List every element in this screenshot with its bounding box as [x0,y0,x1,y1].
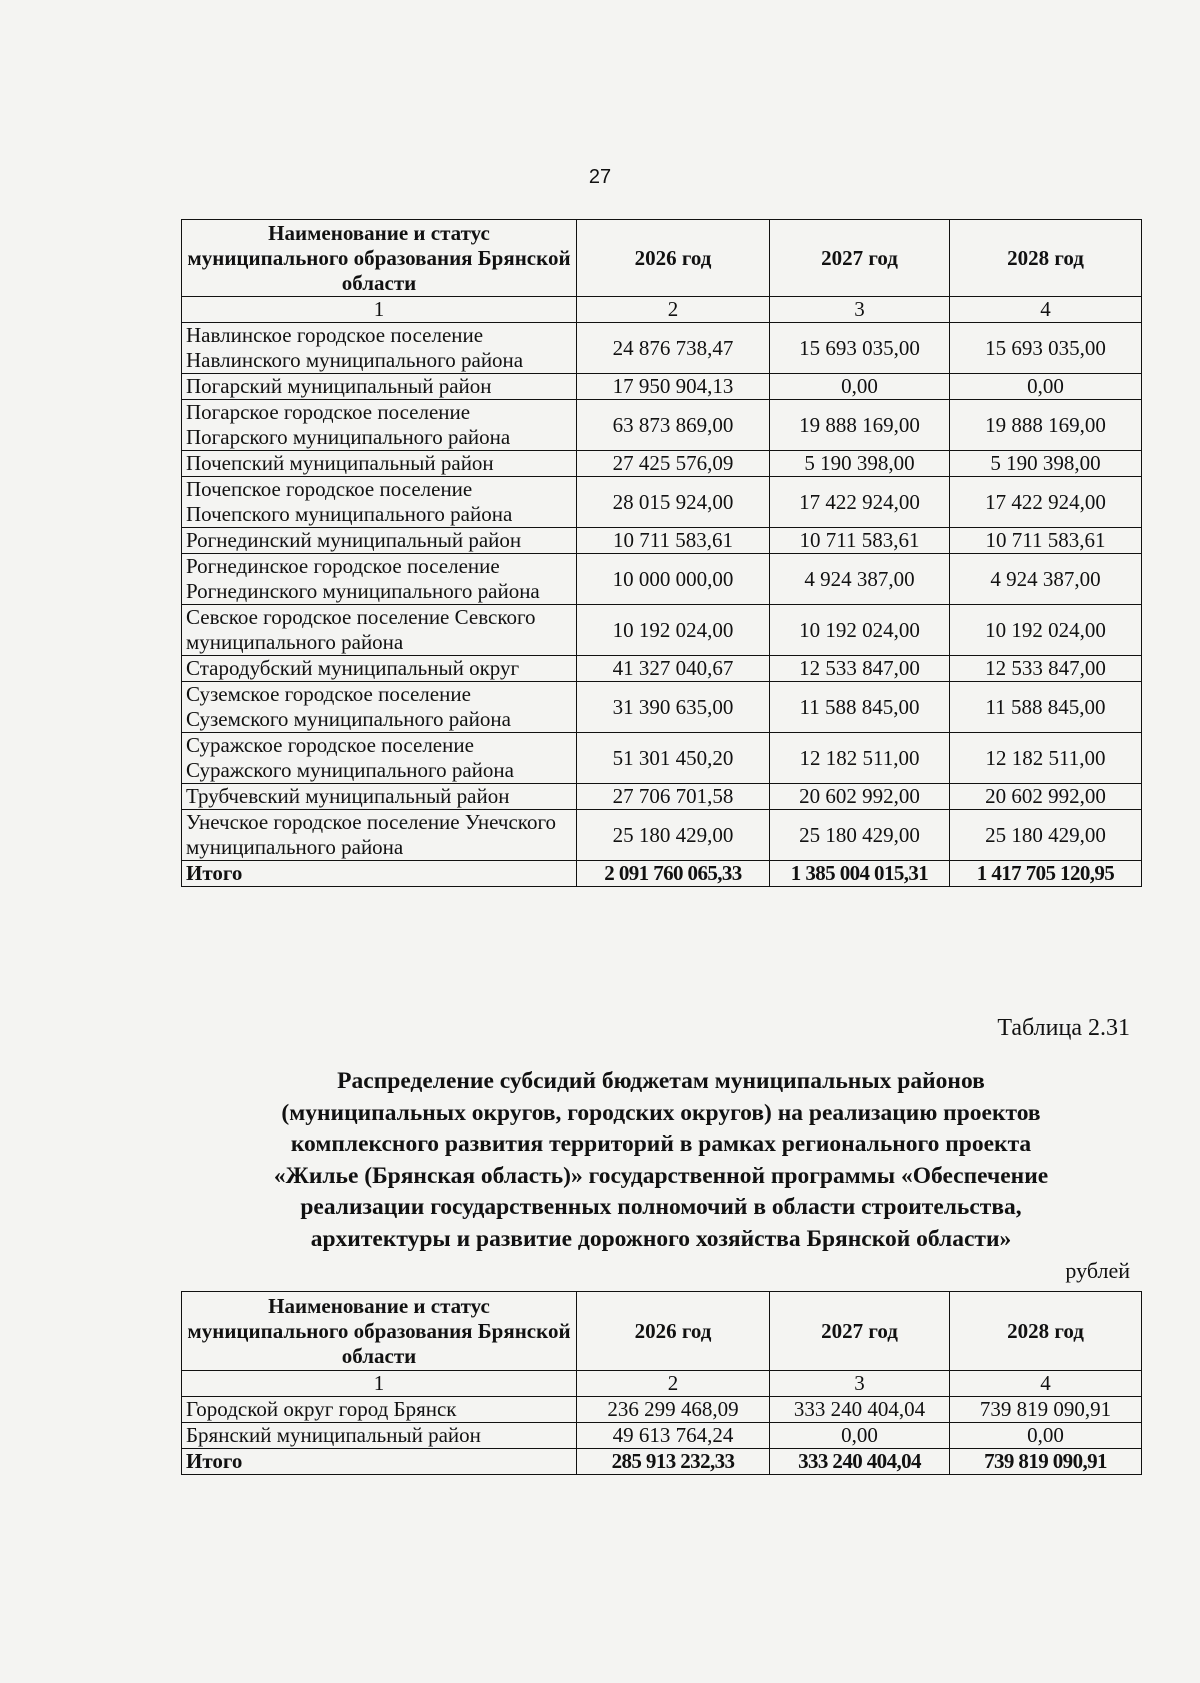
table-row [182,1397,1142,1423]
total-2027: 333 240 404,04 [770,1449,950,1475]
table-row [182,528,1142,554]
value-2026: 51 301 450,20 [577,733,770,784]
column-index: 1 [182,1371,577,1397]
total-label: Итого [182,861,577,887]
value-2026: 24 876 738,47 [577,323,770,374]
table-row [182,400,1142,451]
table-header-row [182,1292,1142,1371]
table-number-label: Таблица 2.31 [997,1015,1130,1041]
page-number: 27 [588,166,612,188]
table-row [182,656,1142,682]
value-2028: 739 819 090,91 [950,1397,1142,1423]
header-2028: 2028 год [950,220,1142,297]
table-row [182,605,1142,656]
value-2027: 333 240 404,04 [770,1397,950,1423]
table-title [181,1066,1141,1255]
header-municipality: Наименование и статус муниципального образования Брянской области [182,220,577,297]
value-2026: 27 706 701,58 [577,784,770,810]
total-2028: 1 417 705 120,95 [950,861,1142,887]
column-index: 4 [950,297,1142,323]
table-row [182,477,1142,528]
value-2027: 15 693 035,00 [770,323,950,374]
value-2028: 19 888 169,00 [950,400,1142,451]
value-2028: 11 588 845,00 [950,682,1142,733]
value-2028: 20 602 992,00 [950,784,1142,810]
table-body [182,323,1142,861]
value-2027: 11 588 845,00 [770,682,950,733]
municipality-name: Унечское городское поселение Унечского муниципального района [182,810,577,861]
column-index: 3 [770,1371,950,1397]
value-2028: 5 190 398,00 [950,451,1142,477]
column-index: 2 [577,1371,770,1397]
title-line: реализации государственных полномочий в области строительства, [300,1194,1022,1220]
municipality-name: Суземское городское поселение Суземского муниципального района [182,682,577,733]
value-2027: 25 180 429,00 [770,810,950,861]
municipality-name: Суражское городское поселение Суражского муниципального района [182,733,577,784]
value-2028: 17 422 924,00 [950,477,1142,528]
value-2026: 25 180 429,00 [577,810,770,861]
total-2027: 1 385 004 015,31 [770,861,950,887]
table-row [182,784,1142,810]
header-2026: 2026 год [577,220,770,297]
municipality-name: Севское городское поселение Севского муниципального района [182,605,577,656]
value-2026: 10 000 000,00 [577,554,770,605]
municipality-name: Стародубский муниципальный округ [182,656,577,682]
value-2026: 63 873 869,00 [577,400,770,451]
value-2028: 0,00 [950,1423,1142,1449]
units-label: рублей [1065,1258,1130,1283]
column-index: 1 [182,297,577,323]
table-row [182,733,1142,784]
municipality-name: Почепский муниципальный район [182,451,577,477]
header-municipality: Наименование и статус муниципального образования Брянской области [182,1292,577,1371]
value-2026: 236 299 468,09 [577,1397,770,1423]
value-2026: 28 015 924,00 [577,477,770,528]
value-2027: 10 192 024,00 [770,605,950,656]
column-index-row [182,1371,1142,1397]
value-2028: 12 182 511,00 [950,733,1142,784]
value-2027: 17 422 924,00 [770,477,950,528]
table-row [182,1423,1142,1449]
value-2027: 4 924 387,00 [770,554,950,605]
value-2028: 0,00 [950,374,1142,400]
table-header-row [182,220,1142,297]
title-line: комплексного развития территорий в рамках регионального проекта [290,1131,1032,1157]
header-2027: 2027 год [770,1292,950,1371]
value-2027: 0,00 [770,374,950,400]
value-2028: 15 693 035,00 [950,323,1142,374]
value-2026: 41 327 040,67 [577,656,770,682]
title-line: Распределение субсидий бюджетам муниципальных районов [337,1068,985,1094]
value-2026: 31 390 635,00 [577,682,770,733]
value-2027: 12 182 511,00 [770,733,950,784]
municipality-name: Брянский муниципальный район [182,1423,577,1449]
value-2028: 12 533 847,00 [950,656,1142,682]
value-2026: 17 950 904,13 [577,374,770,400]
total-2026: 2 091 760 065,33 [577,861,770,887]
table-body [182,1397,1142,1449]
municipality-name: Рогнединское городское поселение Рогнединского муниципального района [182,554,577,605]
table-row [182,451,1142,477]
table-row [182,323,1142,374]
column-index: 2 [577,297,770,323]
value-2027: 12 533 847,00 [770,656,950,682]
column-index: 4 [950,1371,1142,1397]
municipality-name: Почепское городское поселение Почепского муниципального района [182,477,577,528]
value-2028: 10 711 583,61 [950,528,1142,554]
municipality-name: Навлинское городское поселение Навлинского муниципального района [182,323,577,374]
municipality-name: Погарский муниципальный район [182,374,577,400]
title-line: (муниципальных округов, городских округов) на реализацию проектов [281,1099,1041,1126]
total-row [182,1449,1142,1475]
municipality-name: Погарское городское поселение Погарского муниципального района [182,400,577,451]
header-2028: 2028 год [950,1292,1142,1371]
title-line: архитектуры и развитие дорожного хозяйства Брянской области» [310,1225,1012,1252]
municipality-name: Городской округ город Брянск [182,1397,577,1423]
value-2026: 49 613 764,24 [577,1423,770,1449]
total-2028: 739 819 090,91 [950,1449,1142,1475]
municipality-name: Трубчевский муниципальный район [182,784,577,810]
value-2026: 27 425 576,09 [577,451,770,477]
header-2027: 2027 год [770,220,950,297]
total-row [182,861,1142,887]
total-label: Итого [182,1449,577,1475]
value-2027: 0,00 [770,1423,950,1449]
value-2027: 5 190 398,00 [770,451,950,477]
value-2027: 20 602 992,00 [770,784,950,810]
value-2026: 10 711 583,61 [577,528,770,554]
subsidy-table-2-31 [181,1291,1142,1475]
value-2027: 19 888 169,00 [770,400,950,451]
table-row [182,554,1142,605]
total-2026: 285 913 232,33 [577,1449,770,1475]
column-index-row [182,297,1142,323]
value-2028: 10 192 024,00 [950,605,1142,656]
value-2028: 25 180 429,00 [950,810,1142,861]
table-row [182,374,1142,400]
value-2026: 10 192 024,00 [577,605,770,656]
subsidy-table-continued [181,219,1142,887]
table-row [182,682,1142,733]
title-line: «Жилье (Брянская область)» государственной программы «Обеспечение [273,1162,1049,1189]
value-2027: 10 711 583,61 [770,528,950,554]
column-index: 3 [770,297,950,323]
table-row [182,810,1142,861]
municipality-name: Рогнединский муниципальный район [182,528,577,554]
header-2026: 2026 год [577,1292,770,1371]
value-2028: 4 924 387,00 [950,554,1142,605]
